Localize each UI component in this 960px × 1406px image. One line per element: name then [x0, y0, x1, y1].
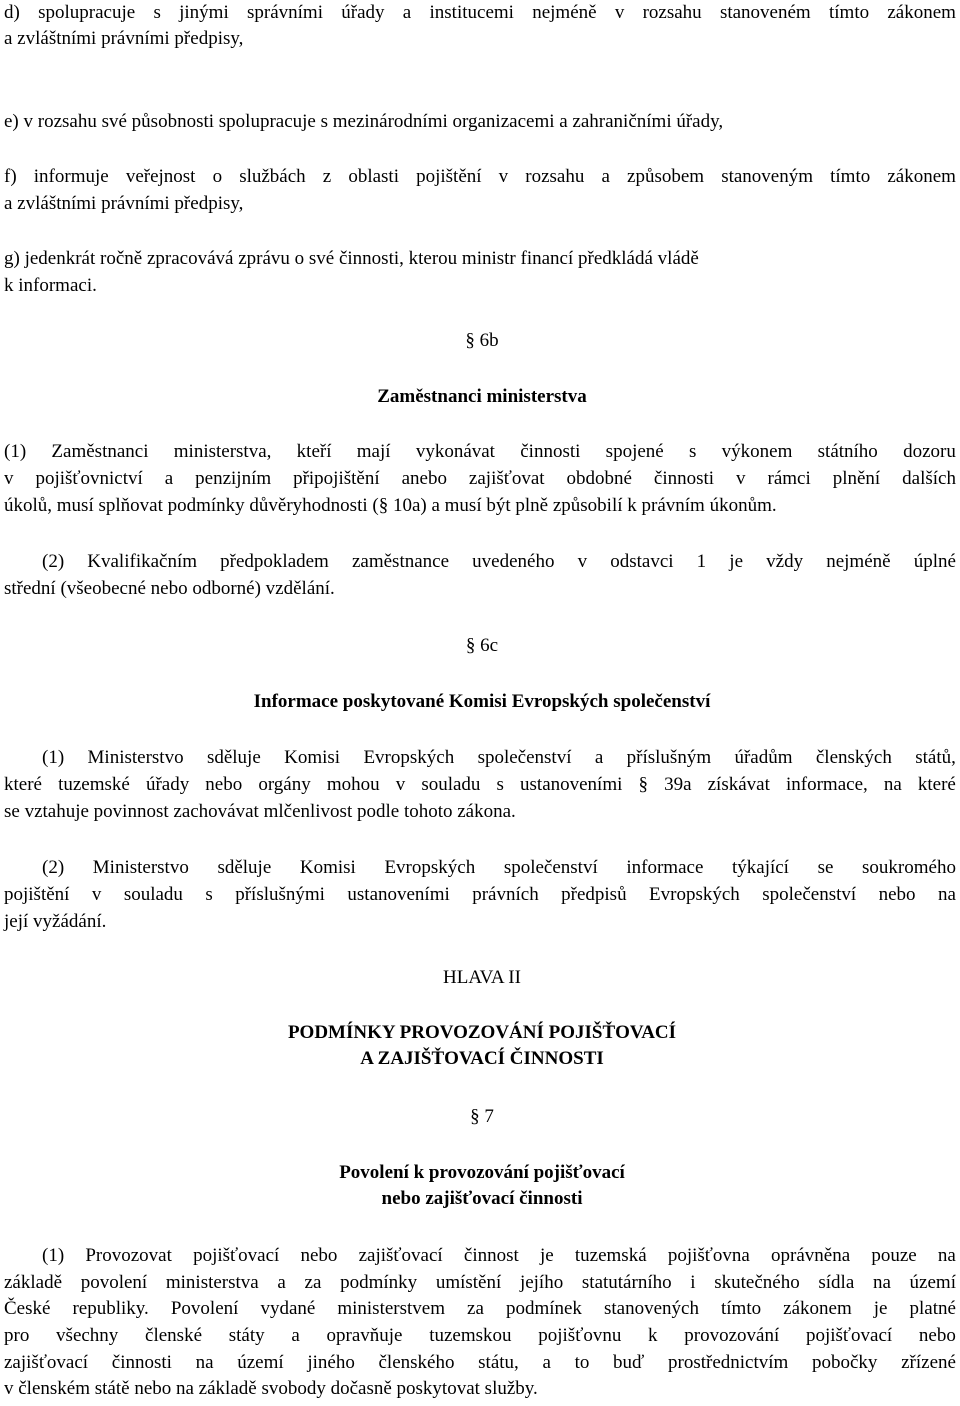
- section-6b-number: § 6b: [465, 330, 499, 351]
- sec-6b-p1-line-3: úkolů, musí splňovat podmínky důvěryhodnosti (§ 10a) a musí být plně způsobilí k právním úkonům.: [4, 495, 777, 516]
- sec-6c-p1-line-3: se vztahuje povinnost zachovávat mlčenlivost podle tohoto zákona.: [4, 801, 516, 822]
- chapter-title-line-2: A ZAJIŠŤOVACÍ ČINNOSTI: [360, 1048, 604, 1069]
- section-7-number: § 7: [470, 1106, 494, 1127]
- sec-6c-p1-line-2: které tuzemské úřady nebo orgány mohou v souladu s ustanoveními § 39a získávat informace, na které: [4, 774, 956, 795]
- item-d-line-1: d) spolupracuje s jinými správními úřady a institucemi nejméně v rozsahu stanoveném tímto zákonem: [4, 2, 956, 23]
- sec-6b-p1-line-2: v pojišťovnictví a penzijním připojištění anebo zajišťovat obdobné činnosti v rámci plnění dalších: [4, 468, 956, 489]
- section-7-title-line-1: Povolení k provozování pojišťovací: [339, 1162, 625, 1183]
- item-f-line-1: f) informuje veřejnost o službách z oblasti pojištění v rozsahu a způsobem stanoveným tímto zákonem: [4, 166, 956, 187]
- item-g-line-1: g) jedenkrát ročně zpracovává zprávu o své činnosti, kterou ministr financí předkládá vládě: [4, 248, 699, 269]
- sec-7-p1-line-5: zajišťovací činnosti na území jiného členského státu, a to buď prostřednictvím pobočky zřízené: [4, 1352, 956, 1373]
- sec-6b-p1-line-1: (1) Zaměstnanci ministerstva, kteří mají vykonávat činnosti spojené s výkonem státního dozoru: [4, 441, 956, 462]
- chapter-title-line-1: PODMÍNKY PROVOZOVÁNÍ POJIŠŤOVACÍ: [287, 1022, 677, 1043]
- sec-7-p1-line-1: (1) Provozovat pojišťovací nebo zajišťovací činnost je tuzemská pojišťovna oprávněna pouze na: [42, 1245, 956, 1266]
- item-e-line-1: e) v rozsahu své působnosti spolupracuje s mezinárodními organizacemi a zahraničními úřady,: [4, 111, 724, 132]
- sec-6c-p2-line-3: její vyžádání.: [4, 911, 107, 932]
- item-f-line-2: a zvláštními právními předpisy,: [4, 193, 244, 214]
- section-7-title-line-2: nebo zajišťovací činnosti: [381, 1188, 583, 1209]
- sec-6b-p2-line-1: (2) Kvalifikačním předpokladem zaměstnance uvedeného v odstavci 1 je vždy nejméně úplné: [42, 551, 956, 572]
- item-d-line-2: a zvláštními právními předpisy,: [4, 28, 244, 49]
- sec-7-p1-line-6: v členském státě nebo na základě svobody dočasně poskytovat služby.: [4, 1378, 538, 1399]
- sec-6c-p1-line-1: (1) Ministerstvo sděluje Komisi Evropských společenství a příslušným úřadům členských států,: [42, 747, 956, 768]
- item-g-line-2: k informaci.: [4, 275, 97, 296]
- sec-6c-p2-line-1: (2) Ministerstvo sděluje Komisi Evropských společenství informace týkající se soukromého: [42, 857, 956, 878]
- section-6c-number: § 6c: [465, 635, 499, 656]
- chapter-label: HLAVA II: [443, 967, 521, 988]
- section-6b-title: Zaměstnanci ministerstva: [377, 386, 587, 407]
- sec-7-p1-line-3: České republiky. Povolení vydané ministerstvem za podmínek stanovených tímto zákonem je platné: [4, 1298, 956, 1319]
- section-6c-title: Informace poskytované Komisi Evropských společenství: [253, 691, 711, 712]
- sec-7-p1-line-4: pro všechny členské státy a opravňuje tuzemskou pojišťovnu k provozování pojišťovací nebo: [4, 1325, 956, 1346]
- sec-7-p1-line-2: základě povolení ministerstva a za podmínky umístění jejího statutárního i skutečného sídla na území: [4, 1272, 956, 1293]
- sec-6c-p2-line-2: pojištění v souladu s příslušnými ustanoveními právních předpisů Evropských společenství nebo na: [4, 884, 956, 905]
- sec-6b-p2-line-2: střední (všeobecné nebo odborné) vzdělání.: [4, 578, 335, 599]
